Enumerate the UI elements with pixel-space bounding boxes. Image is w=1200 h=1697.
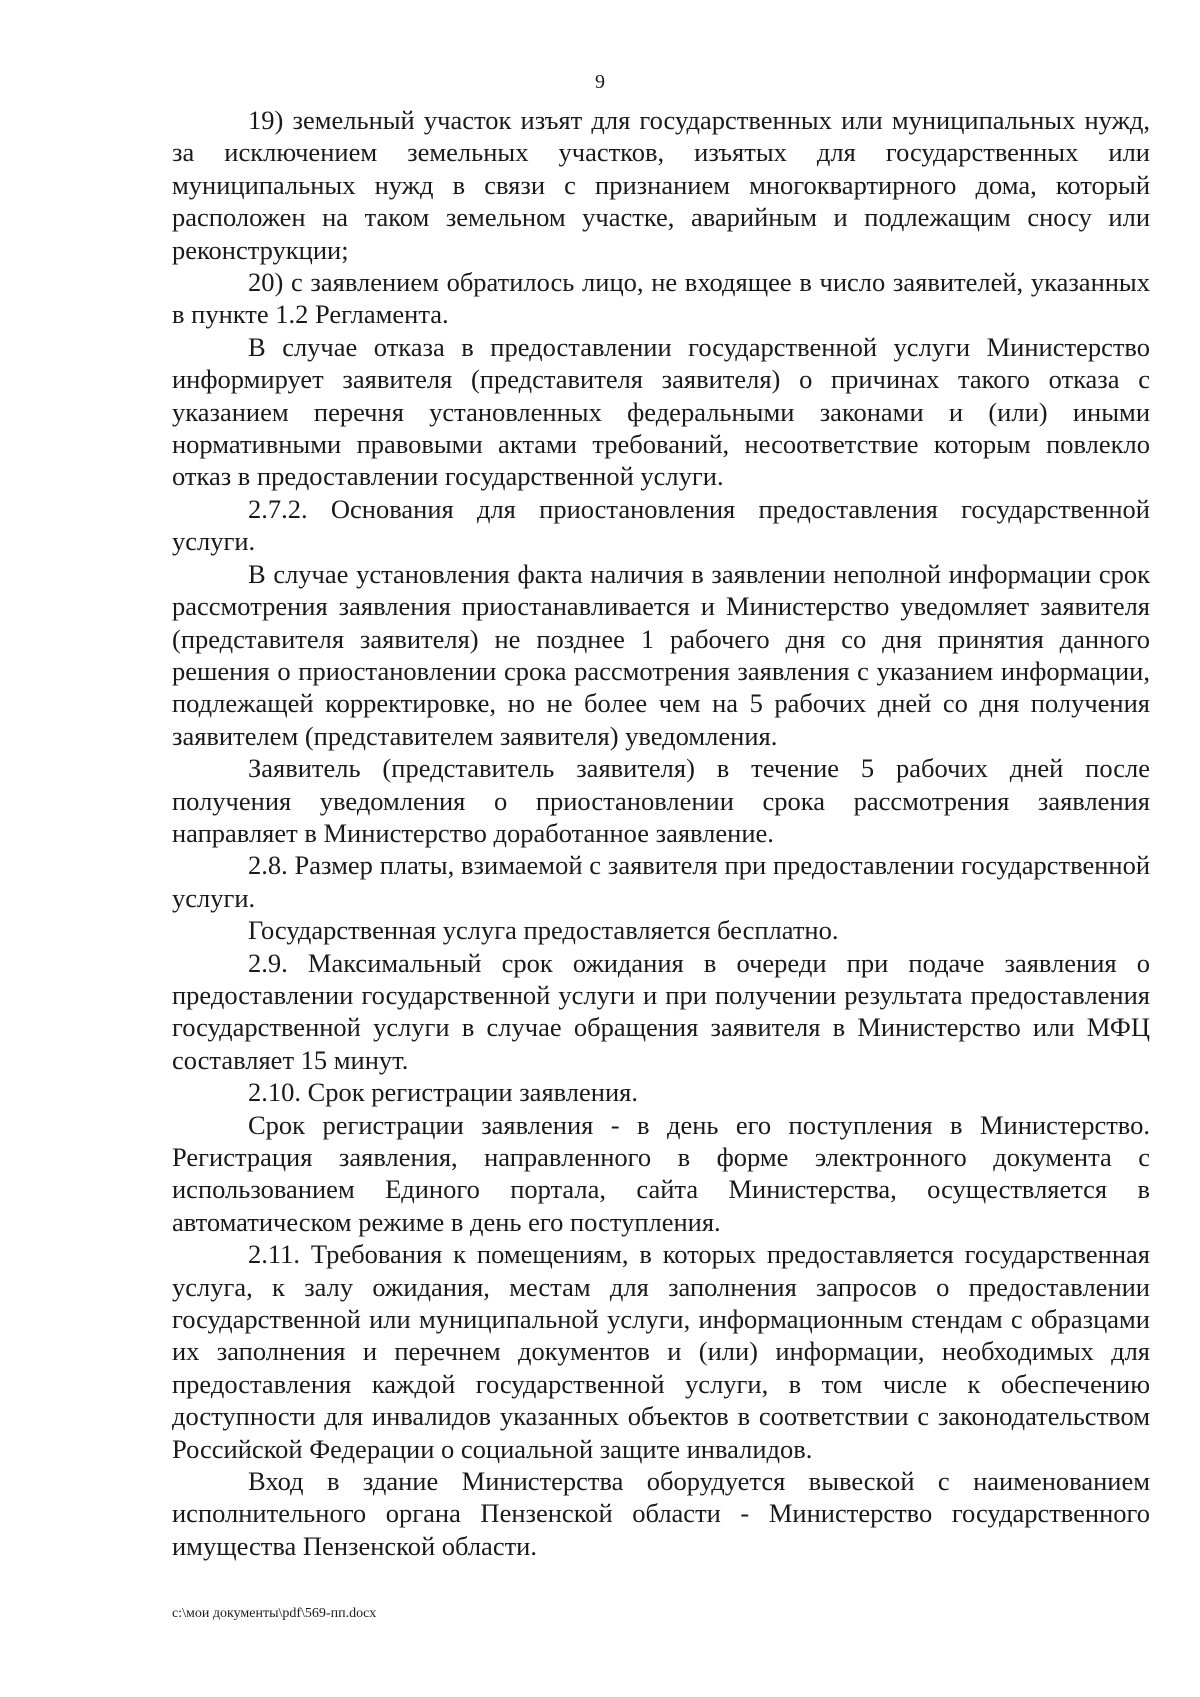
- paragraph-item-20: 20) с заявлением обратилось лицо, не входящее в число заявителей, указанных в пункте 1.2 Регламента.: [172, 267, 1150, 330]
- footer-file-path: c:\мои документы\pdf\569-пп.docx: [172, 1606, 377, 1621]
- page-number: 9: [595, 71, 605, 93]
- paragraph-free-of-charge: Государственная услуга предоставляется бесплатно.: [248, 915, 839, 946]
- paragraph-registration-term: Срок регистрации заявления - в день его поступления в Министерство. Регистрация заявления, направленного в форме электронного документа с использованием Единого портала, сайта Министерства, осуществляется в автоматическом режиме в день его поступления.: [172, 1109, 1150, 1237]
- document-body: [172, 104, 1150, 1562]
- paragraph-section-2-7-2: 2.7.2. Основания для приостановления предоставления государственной услуги.: [172, 493, 1150, 557]
- paragraph-suspension-case: В случае установления факта наличия в заявлении неполной информации срок рассмотрения заявления приостанавливается и Министерство уведомляет заявителя (представителя заявителя) не позднее 1 рабочего дня со дня принятия данного решения о приостановлении срока рассмотрения заявления с указанием информации, подлежащей корректировке, но не более чем на 5 рабочих дней со дня получения заявителем (представителем заявителя) уведомления.: [172, 558, 1150, 751]
- paragraph-section-2-11: 2.11. Требования к помещениям, в которых предоставляется государственная услуга, к залу ожидания, местам для заполнения запросов о предоставлении государственной или муниципальной услуги, информационным стендам с образцами их заполнения и перечнем документов и (или) информации, необходимых для предоставления каждой государственной услуги, в том числе к обеспечению доступности для инвалидов указанных объектов в соответствии с законодательством Российской Федерации о социальной защите инвалидов.: [172, 1239, 1150, 1464]
- paragraph-section-2-10: 2.10. Срок регистрации заявления.: [248, 1077, 638, 1108]
- paragraph-refusal-notice: В случае отказа в предоставлении государственной услуги Министерство информирует заявителя (представителя заявителя) о причинах такого отказа с указанием перечня установленных федеральными законами и (или) иными нормативными правовыми актами требований, несоответствие которым повлекло отказ в предоставлении государственной услуги.: [172, 331, 1150, 492]
- paragraph-building-entrance: Вход в здание Министерства оборудуется вывеской с наименованием исполнительного органа Пензенской области - Министерство государственного имущества Пензенской области.: [172, 1466, 1150, 1561]
- paragraph-section-2-9: 2.9. Максимальный срок ожидания в очереди при подаче заявления о предоставлении государственной услуги и при получении результата предоставления государственной услуги в случае обращения заявителя в Министерство или МФЦ составляет 15 минут.: [172, 947, 1150, 1075]
- paragraph-item-19: 19) земельный участок изъят для государственных или муниципальных нужд, за исключением земельных участков, изъятых для государственных или муниципальных нужд в связи с признанием многоквартирного дома, который расположен на таком земельном участке, аварийным и подлежащим сносу или реконструкции;: [172, 105, 1150, 265]
- paragraph-section-2-8: 2.8. Размер платы, взимаемой с заявителя при предоставлении государственной услуги.: [172, 850, 1150, 913]
- paragraph-applicant-resubmit: Заявитель (представитель заявителя) в течение 5 рабочих дней после получения уведомления о приостановлении срока рассмотрения заявления направляет в Министерство доработанное заявление.: [172, 753, 1150, 848]
